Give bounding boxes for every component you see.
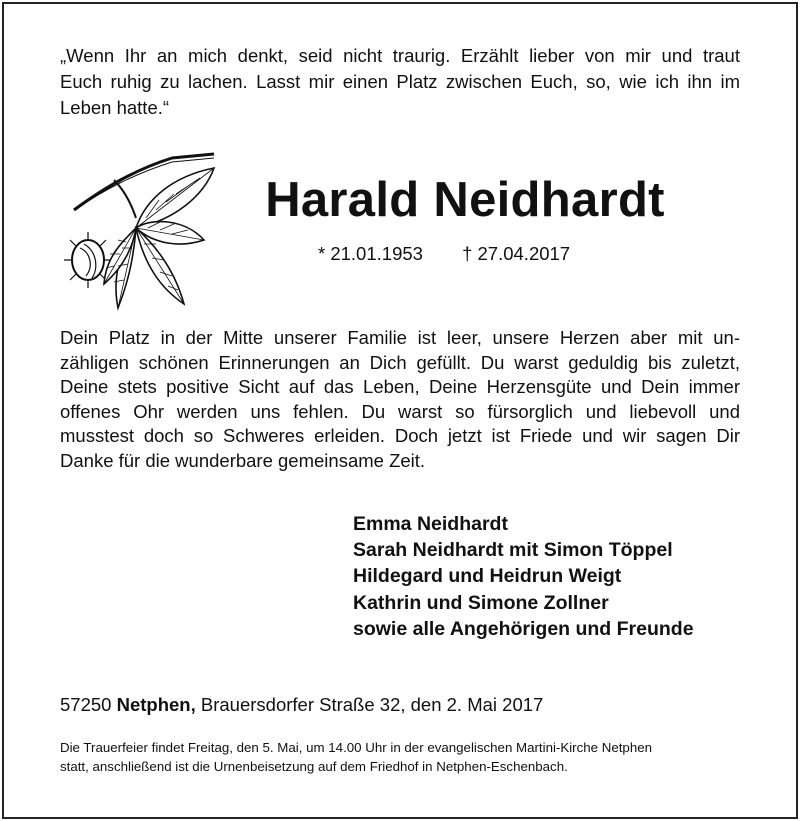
ceremony-line: statt, anschließend ist die Urnenbeisetzung auf dem Friedhof in Netphen-Eschenbach. (60, 759, 568, 774)
mourner: Emma Neidhardt (353, 513, 508, 535)
message-line: Dein Platz in der Mitte unserer Familie ist leer, unsere Herzen aber mit un- (60, 327, 740, 348)
mourner: sowie alle Angehörigen und Freunde (353, 617, 694, 640)
street-and-date: Brauersdorfer Straße 32, den 2. Mai 2017 (200, 694, 544, 715)
quote-line: Euch ruhig zu lachen. Lasst mir einen Platz zwischen Euch, so, wie ich ihn im (60, 71, 740, 92)
tribute-message (60, 326, 740, 473)
message-line: musstest doch so Schweres erleiden. Doch jetzt ist Friede und wir sagen Dir (60, 425, 740, 446)
mourner: Hildegard und Heidrun Weigt (353, 565, 622, 588)
quote-line: Leben hatte.“ (60, 97, 170, 118)
opening-quote (60, 43, 740, 121)
ceremony-line: Die Trauerfeier findet Freitag, den 5. Mai, um 14.00 Uhr in der evangelischen Martini-Kirche Netphen (60, 740, 653, 755)
message-line: Danke für die wunderbare gemeinsame Zeit. (60, 449, 426, 471)
ceremony-notice (60, 738, 740, 776)
deceased-name: Harald Neidhardt (265, 173, 665, 227)
life-dates (318, 243, 570, 265)
mourner: Kathrin und Simone Zollner (353, 591, 609, 614)
message-line: zähligen schönen Erinnerungen an Dich gefüllt. Du warst geduldig bis zuletzt, (60, 351, 740, 373)
mourner: Sarah Neidhardt mit Simon Töppel (353, 539, 673, 562)
message-line: offenes Ohr werden uns fehlen. Du warst so fürsorglich und liebevoll und (60, 400, 740, 422)
mourners-list (353, 511, 694, 642)
message-line: Deine stets positive Sicht auf das Leben, Deine Herzensgüte und Dein immer (60, 376, 740, 397)
postcode: 57250 (60, 694, 112, 715)
city: Netphen, (116, 694, 196, 715)
quote-line: „Wenn Ihr an mich denkt, seid nicht traurig. Erzählt lieber von mir und traut (60, 45, 740, 66)
address-line (60, 694, 543, 716)
death-date: † 27.04.2017 (462, 243, 571, 264)
chestnut-leaf-icon (64, 148, 224, 316)
birth-date: * 21.01.1953 (318, 243, 423, 264)
